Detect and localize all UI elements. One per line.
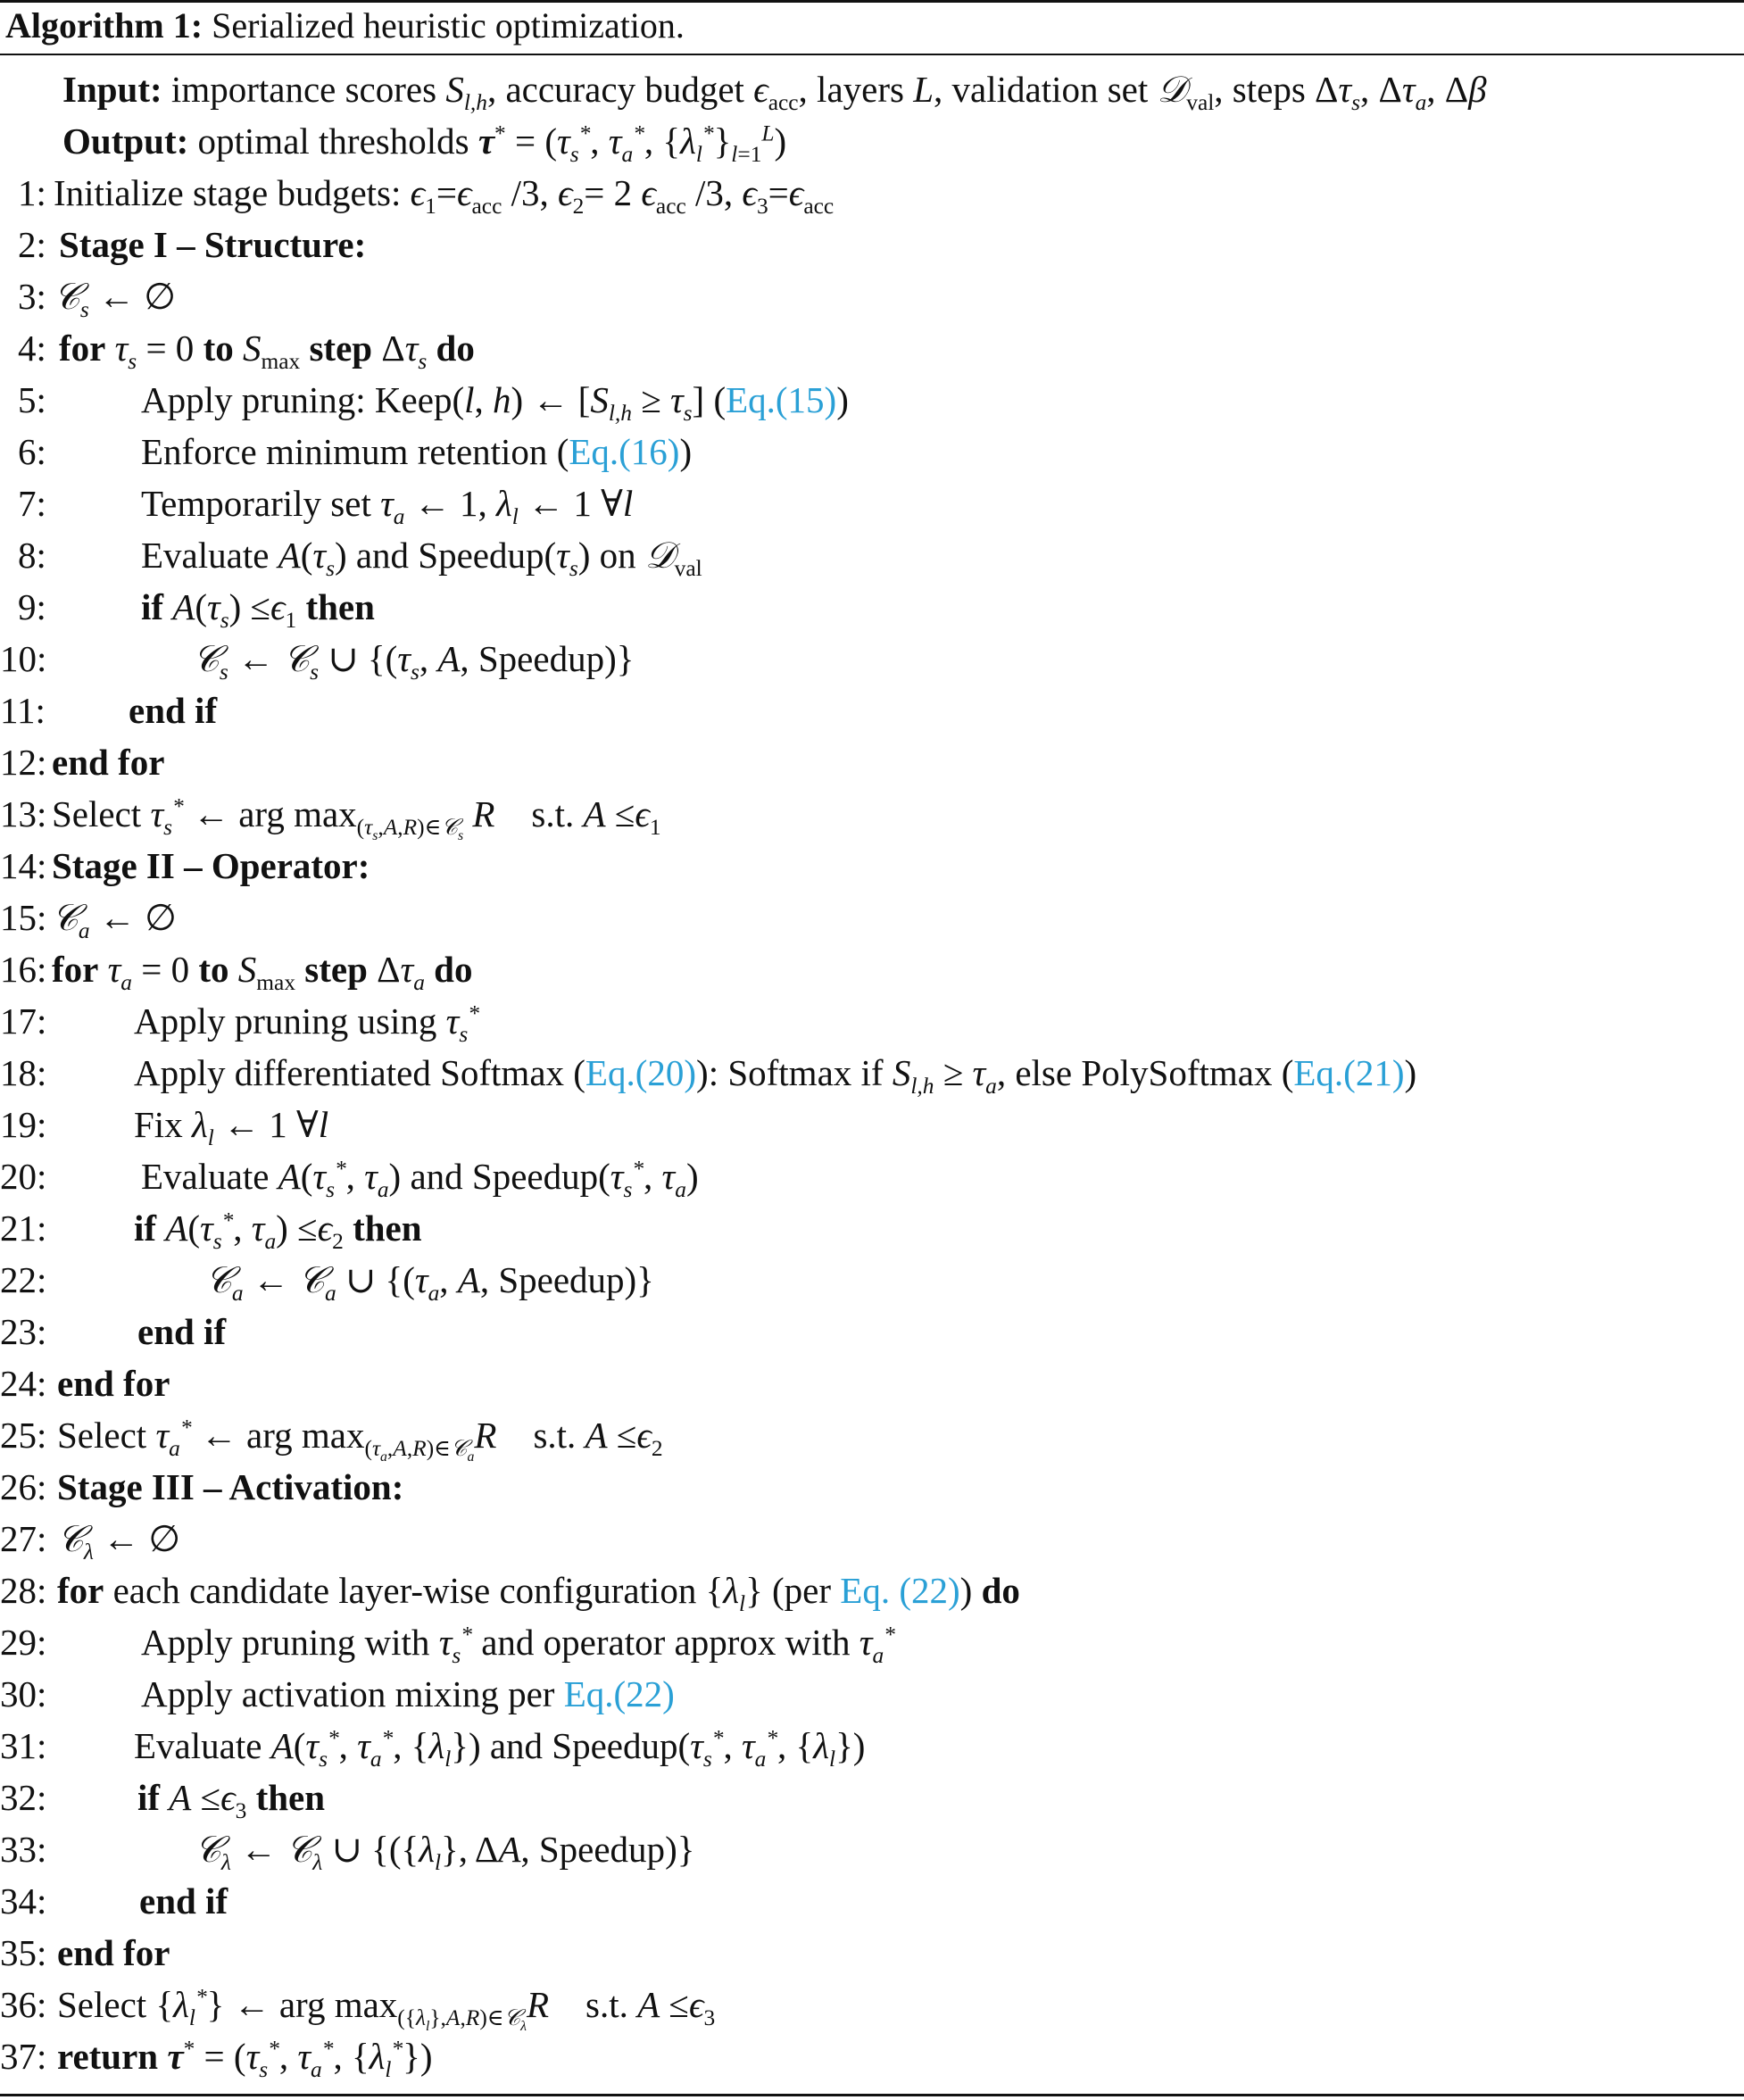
line-text: Evaluate <box>141 1156 270 1197</box>
line-number: 32: <box>0 1777 47 1818</box>
line-text: Select <box>57 1984 147 2025</box>
line-number: 5: <box>18 379 46 420</box>
input-text-steps: steps <box>1232 69 1306 110</box>
eq16-link[interactable]: Eq.(16) <box>569 431 680 472</box>
line-text: s.t. <box>531 793 575 834</box>
line-text: Speedup <box>478 638 605 679</box>
output-label: Output: <box>62 120 189 162</box>
kw: for <box>59 328 106 369</box>
line-text: Speedup <box>538 1829 666 1870</box>
stage-2-heading: Stage II – Operator: <box>52 845 370 886</box>
line-number: 7: <box>18 483 46 524</box>
kw: if <box>134 1208 157 1249</box>
eq22-link-2[interactable]: Eq.(22) <box>563 1673 675 1714</box>
line-number: 27: <box>0 1518 47 1559</box>
line-text: Evaluate <box>141 535 270 576</box>
line-number: 23: <box>0 1311 47 1352</box>
line-text: s.t. <box>533 1415 577 1456</box>
kw: end if <box>129 690 218 731</box>
kw: if <box>137 1777 161 1818</box>
input-text-layers: layers <box>817 69 904 110</box>
kw: then <box>255 1777 326 1818</box>
line-text: Apply differentiated Softmax <box>134 1052 565 1093</box>
line-text: each candidate layer-wise configuration <box>112 1570 697 1611</box>
line-text: Speedup <box>498 1259 625 1300</box>
line-number: 6: <box>18 431 46 472</box>
line-number: 20: <box>0 1156 47 1197</box>
header-rule <box>0 54 1744 55</box>
line-text: Evaluate <box>134 1725 262 1766</box>
kw: end for <box>57 1932 170 1973</box>
line-text: on <box>599 535 636 576</box>
line-number: 8: <box>18 535 46 576</box>
line-text: (per <box>772 1570 832 1611</box>
line-number: 9: <box>18 586 46 627</box>
line-number: 1: <box>18 172 46 213</box>
line-number: 4: <box>18 328 46 369</box>
input-text: importance scores <box>170 69 437 110</box>
kw: end if <box>137 1311 227 1352</box>
line-number: 10: <box>0 638 47 679</box>
line-text: Initialize stage budgets: <box>54 172 402 213</box>
kw: end for <box>52 742 165 783</box>
line-number: 18: <box>0 1052 47 1093</box>
line-text: Fix <box>134 1104 183 1145</box>
algorithm-title: Serialized heuristic optimization. <box>212 5 685 46</box>
line-text: arg max <box>246 1415 365 1456</box>
line-number: 34: <box>0 1880 47 1922</box>
input-text-valset: validation set <box>951 69 1149 110</box>
line-number: 22: <box>0 1259 47 1300</box>
kw: if <box>141 586 164 627</box>
bottom-rule <box>0 2094 1744 2096</box>
line-text: , else PolySoftmax <box>996 1052 1273 1093</box>
output-line: Output: optimal thresholds $\tau^* = (\tau_s^*$, $\tau_a^*$, $\{\lambda_l^*\}_{l=1}^L$) <box>62 120 787 168</box>
line-number: 25: <box>0 1415 47 1456</box>
line-number: 2: <box>18 224 46 265</box>
eq21-link[interactable]: Eq.(21) <box>1293 1052 1405 1093</box>
line-text: arg max <box>238 793 357 834</box>
line-number: 29: <box>0 1622 47 1663</box>
line-text: and Speedup <box>410 1156 599 1197</box>
input-line: Input: importance scores $S_{l,h}$, accuracy budget $\epsilon_{acc}$, layers L, validation set 𝒟$_{val}$, steps $\Delta\tau_s$, $\Delta\tau_a$, Δβ <box>62 69 1487 116</box>
kw: step <box>309 328 373 369</box>
line-number: 13: <box>0 793 47 834</box>
output-text: optimal thresholds <box>197 120 469 162</box>
input-text-budget: accuracy budget <box>505 69 744 110</box>
line-text: Enforce minimum retention <box>141 431 548 472</box>
line-text: Apply pruning with <box>141 1622 430 1663</box>
kw: for <box>52 949 99 990</box>
input-label: Input: <box>62 69 162 110</box>
top-rule <box>0 0 1744 3</box>
line-number: 33: <box>0 1829 47 1870</box>
line-text: Apply pruning using <box>134 1000 437 1042</box>
line-number: 3: <box>18 276 46 317</box>
line-text: Select <box>52 793 142 834</box>
line-text: Select <box>57 1415 147 1456</box>
line-number: 26: <box>0 1466 47 1507</box>
stage-3-heading: Stage III – Activation: <box>57 1466 404 1507</box>
line-number: 36: <box>0 1984 47 2025</box>
line-number: 37: <box>0 2036 47 2077</box>
eq20-link[interactable]: Eq.(20) <box>585 1052 697 1093</box>
line-text: Apply pruning: Keep <box>141 379 453 420</box>
line-number: 21: <box>0 1208 47 1249</box>
eq15-link[interactable]: Eq.(15) <box>726 379 837 420</box>
kw: do <box>436 328 475 369</box>
line-number: 12: <box>0 742 47 783</box>
line-text: and operator approx with <box>481 1622 851 1663</box>
line-number: 30: <box>0 1673 47 1714</box>
stage-1-heading: Stage I – Structure: <box>59 224 367 265</box>
kw: for <box>57 1570 104 1611</box>
line-number: 11: <box>0 690 46 731</box>
kw: end if <box>139 1880 228 1922</box>
kw: do <box>434 949 473 990</box>
kw: then <box>305 586 375 627</box>
line-number: 31: <box>0 1725 47 1766</box>
line-number: 16: <box>0 949 47 990</box>
kw: step <box>304 949 368 990</box>
line-text: Apply activation mixing per <box>141 1673 555 1714</box>
algorithm-label: Algorithm 1: <box>5 5 203 46</box>
kw: return <box>57 2036 159 2077</box>
line-text: and Speedup <box>489 1725 678 1766</box>
line-number: 35: <box>0 1932 47 1973</box>
kw: then <box>353 1208 422 1249</box>
line-number: 17: <box>0 1000 47 1042</box>
line-number: 14: <box>0 845 47 886</box>
line-text: s.t. <box>585 1984 628 2025</box>
line-number: 28: <box>0 1570 47 1611</box>
kw: to <box>198 949 229 990</box>
kw: do <box>981 1570 1020 1611</box>
eq22-link[interactable]: Eq. (22) <box>840 1570 960 1611</box>
line-text: arg max <box>278 1984 398 2025</box>
line-text: and Speedup <box>355 535 544 576</box>
algorithm-header <box>5 4 685 48</box>
line-number: 19: <box>0 1104 47 1145</box>
kw: to <box>203 328 234 369</box>
line-text: Temporarily set <box>141 483 371 524</box>
line-number: 15: <box>0 897 47 938</box>
line-text: : Softmax if <box>708 1052 884 1093</box>
kw: end for <box>57 1363 170 1404</box>
line-number: 24: <box>0 1363 47 1404</box>
